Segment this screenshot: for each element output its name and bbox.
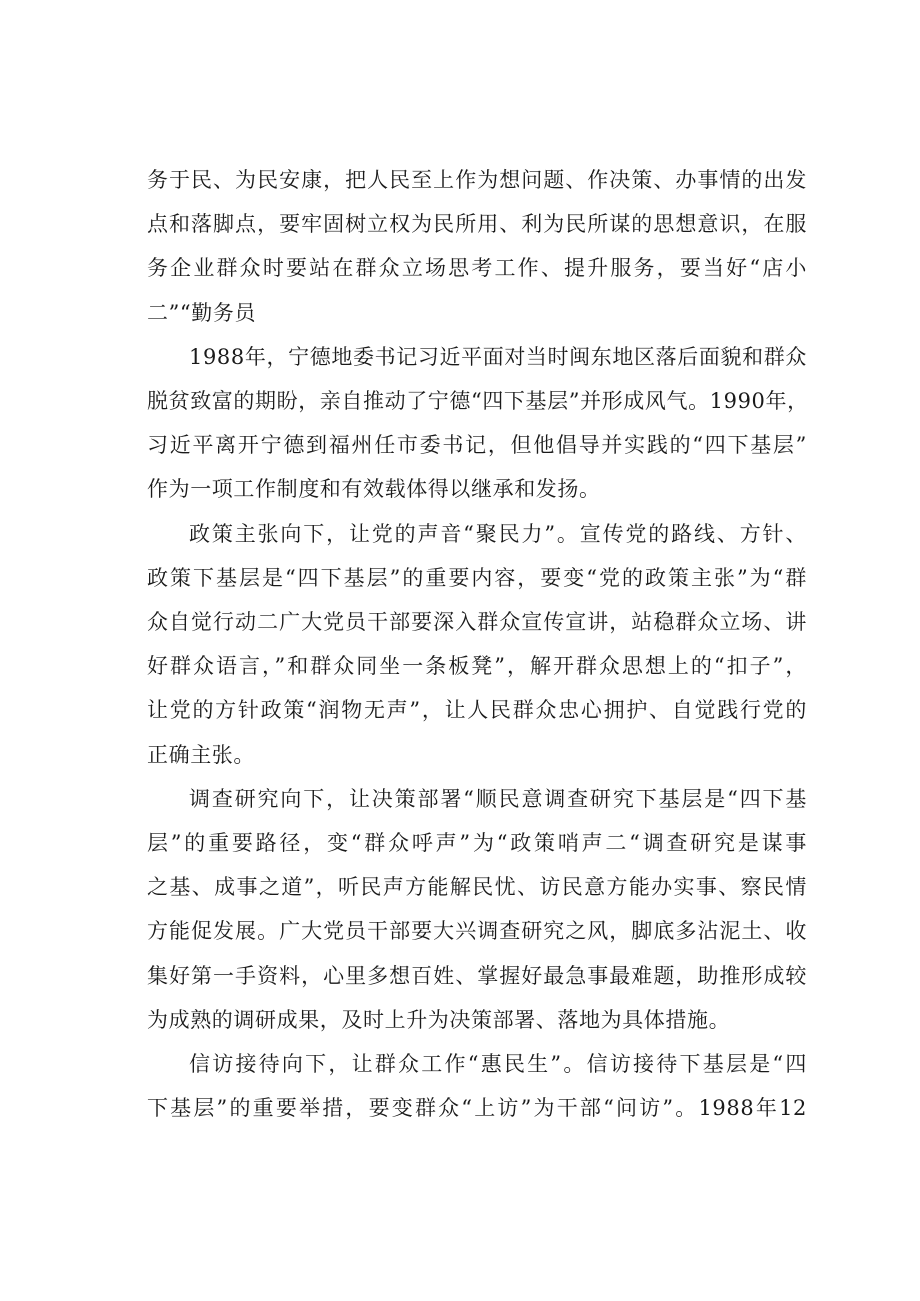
text-line: 层”的重要路径，变“群众呼声”为“政策哨声二“调查研究是谋事	[147, 831, 807, 856]
text-line: 集好第一手资料，心里多想百姓、掌握好最急事最难题，助推形成较	[147, 963, 807, 988]
text-line: 正确主张。	[147, 742, 255, 767]
paragraph-1	[147, 158, 807, 335]
text-line: 让党的方针政策“润物无声”，让人民群众忠心拥护、自觉践行党的	[147, 698, 807, 723]
text-line: 众自觉行动二广大党员干部要深入群众宣传宣讲，站稳群众立场、讲	[147, 610, 807, 635]
text-line: 作为一项工作制度和有效载体得以继承和发扬。	[147, 477, 601, 502]
text-line: 下基层”的重要举措，要变群众“上访”为干部“问访”。1988年12	[147, 1096, 807, 1121]
text-line: 政策主张向下，让党的声音“聚民力”。宣传党的路线、方针、	[189, 521, 807, 546]
paragraph-4	[147, 777, 807, 1042]
text-line: 为成熟的调研成果，及时上升为决策部署、落地为具体措施。	[147, 1007, 731, 1032]
text-line: 政策下基层是“四下基层”的重要内容，要变“党的政策主张”为“群	[147, 565, 807, 590]
text-line: 习近平离开宁德到福州任市委书记，但他倡导并实践的“四下基层”	[147, 433, 807, 458]
paragraph-3	[147, 512, 807, 777]
text-line: 调查研究向下，让决策部署“顺民意调查研究下基层是“四下基	[189, 786, 807, 811]
text-line: 信访接待向下，让群众工作“惠民生”。信访接待下基层是“四	[189, 1052, 807, 1077]
text-line: 方能促发展。广大党员干部要大兴调查研究之风，脚底多沾泥土、收	[147, 919, 807, 944]
paragraph-5	[147, 1042, 807, 1130]
document-body	[147, 158, 807, 1130]
text-line: 脱贫致富的期盼，亲自推动了宁德“四下基层”并形成风气。1990年，	[147, 389, 809, 414]
text-line: 务企业群众时要站在群众立场思考工作、提升服务，要当好“店小	[147, 256, 807, 281]
text-line: 点和落脚点，要牢固树立权为民所用、利为民所谋的思想意识，在服	[147, 212, 807, 237]
text-line: 务于民、为民安康，把人民至上作为想问题、作决策、办事情的出发	[147, 168, 807, 192]
text-line: 好群众语言，”和群众同坐一条板凳”，解开群众思想上的“扣子”，	[147, 654, 807, 679]
paragraph-2	[147, 335, 807, 512]
text-line: 1988年，宁德地委书记习近平面对当时闽东地区落后面貌和群众	[189, 344, 807, 369]
text-line: 二”“勤务员	[147, 300, 257, 325]
text-line: 之基、成事之道”，听民声方能解民忧、访民意方能办实事、察民情	[147, 875, 807, 900]
